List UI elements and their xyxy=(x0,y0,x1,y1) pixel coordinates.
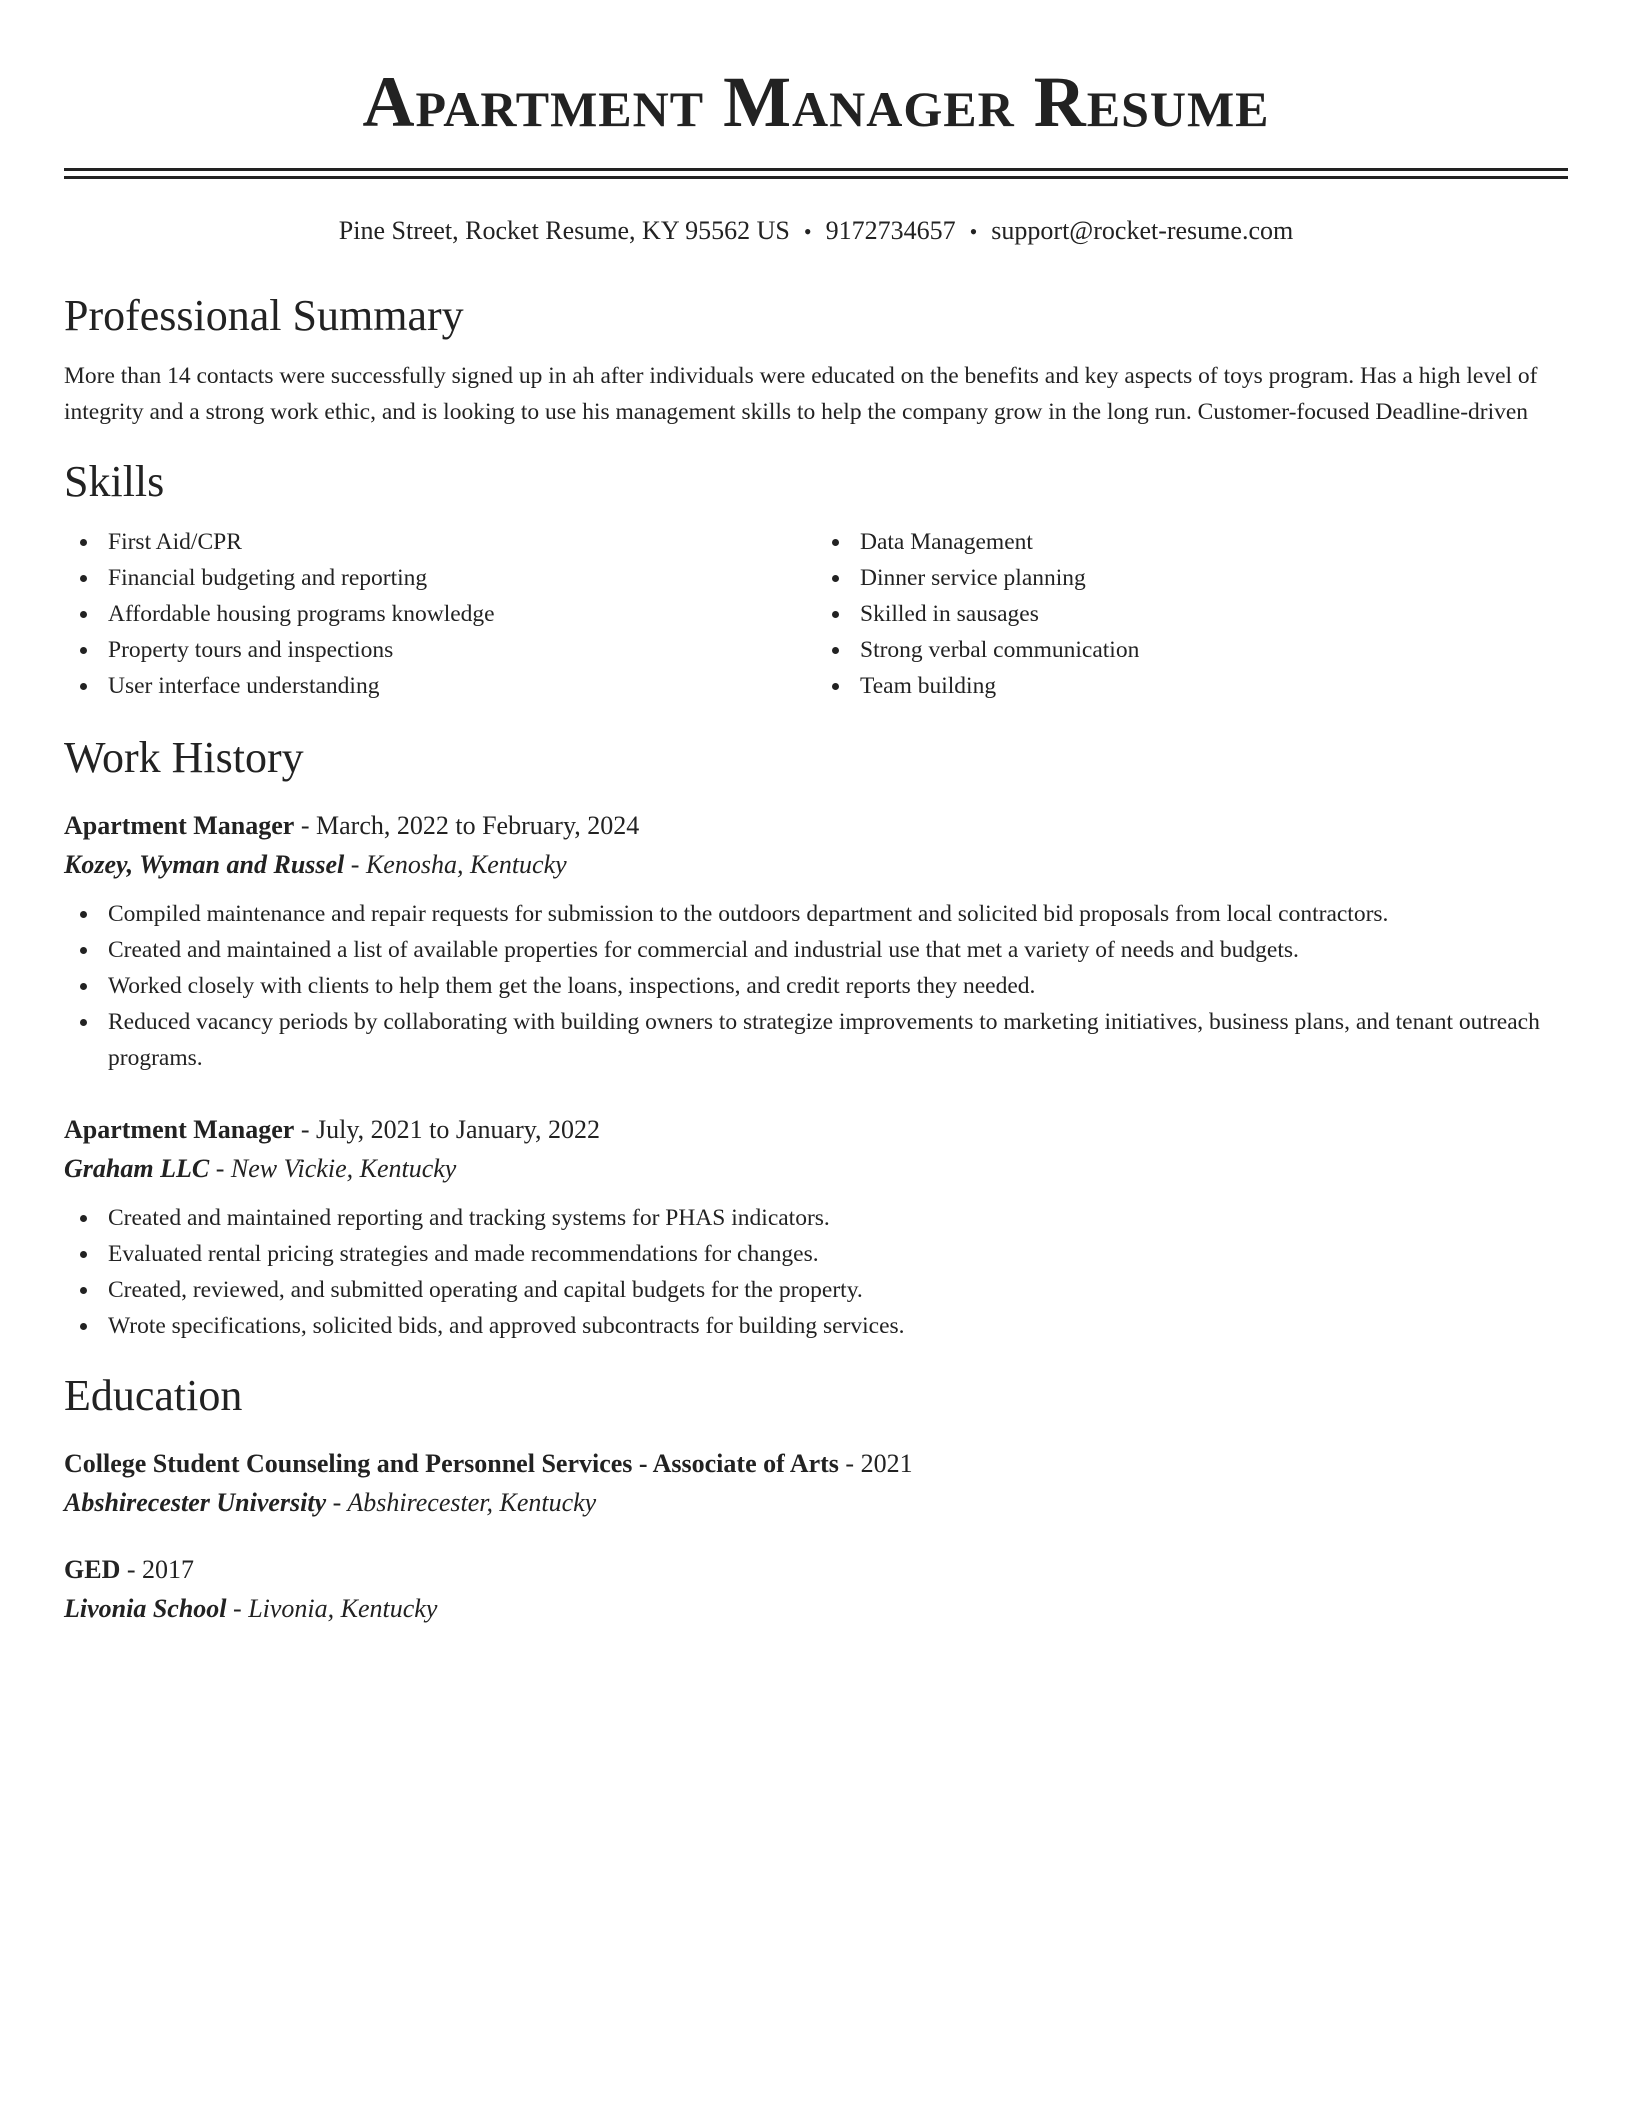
contact-line xyxy=(64,215,1568,248)
bullet-icon xyxy=(80,539,87,546)
bullet-icon xyxy=(80,983,87,990)
bullet-icon xyxy=(80,683,87,690)
skill-label: First Aid/CPR xyxy=(108,529,242,555)
contact-separator: • xyxy=(803,219,812,244)
skill-item xyxy=(64,560,816,596)
summary-text: More than 14 contacts were successfully signed up in ah after individuals were educated on the benefits and key aspects of toys program. Has a high level of integrity and a strong work ethic, and is looking to use his management skills to help the company grow in the long run. Customer-focused Deadline-driven xyxy=(64,363,1538,425)
bullet-icon xyxy=(80,1215,87,1222)
skill-item xyxy=(816,632,1568,668)
skill-item xyxy=(816,668,1568,704)
skill-label: Dinner service planning xyxy=(860,565,1086,591)
degree-line xyxy=(64,1550,1568,1590)
job-dash: - xyxy=(294,1115,317,1144)
job-duty-text: Created and maintained a list of available properties for commercial and industrial use that met a variety of needs and budgets. xyxy=(108,937,1299,963)
education-heading: Education xyxy=(64,1371,243,1420)
skill-label: User interface understanding xyxy=(108,673,380,699)
job-dash: - xyxy=(294,811,317,840)
job-duty xyxy=(64,932,1568,968)
job-title-line xyxy=(64,806,1568,846)
bullet-icon xyxy=(832,575,839,582)
job-duty-text: Compiled maintenance and repair requests for submission to the outdoors department and solicited bid proposals from local contractors. xyxy=(108,901,1389,927)
resume-title: Apartment Manager Resume xyxy=(362,62,1270,142)
skill-item xyxy=(816,596,1568,632)
employer-location: Kenosha, Kentucky xyxy=(365,850,567,879)
bullet-icon xyxy=(80,1287,87,1294)
contact-email: support@rocket-resume.com xyxy=(991,216,1294,245)
job-duty xyxy=(64,1200,1568,1236)
bullet-icon xyxy=(80,1019,87,1026)
skill-label: Team building xyxy=(860,673,997,699)
school-line xyxy=(64,1484,1568,1522)
skill-label: Skilled in sausages xyxy=(860,601,1039,627)
education-entry xyxy=(64,1444,1568,1522)
skills-column-left xyxy=(64,524,816,704)
skills-list-right xyxy=(816,524,1568,704)
job-entry xyxy=(64,1110,1568,1344)
degree-name: GED xyxy=(64,1555,121,1584)
bullet-icon xyxy=(80,1323,87,1330)
school-name: Livonia School xyxy=(64,1594,227,1623)
skills-grid xyxy=(64,524,1568,704)
skill-item xyxy=(64,632,816,668)
employer-name: Graham LLC xyxy=(64,1154,210,1183)
skill-item xyxy=(64,668,816,704)
school-location: Livonia, Kentucky xyxy=(248,1594,438,1623)
job-entry xyxy=(64,806,1568,1076)
bullet-icon xyxy=(832,611,839,618)
bullet-icon xyxy=(832,683,839,690)
job-duty xyxy=(64,968,1568,1004)
employer-line xyxy=(64,1150,1568,1188)
bullet-icon xyxy=(832,647,839,654)
job-title: Apartment Manager xyxy=(64,811,295,840)
contact-address: Pine Street, Rocket Resume, KY 95562 US xyxy=(338,216,790,245)
education-entry xyxy=(64,1550,1568,1628)
school-dash: - xyxy=(226,1594,249,1623)
school-line xyxy=(64,1590,1568,1628)
skill-label: Data Management xyxy=(860,529,1033,555)
degree-year: 2017 xyxy=(142,1555,195,1584)
degree-line xyxy=(64,1444,1568,1484)
skill-label: Affordable housing programs knowledge xyxy=(108,601,495,627)
job-dates: March, 2022 to February, 2024 xyxy=(316,811,640,840)
skill-item xyxy=(64,524,816,560)
bullet-icon xyxy=(80,1251,87,1258)
job-title-line xyxy=(64,1110,1568,1150)
skills-list-left xyxy=(64,524,816,704)
degree-dash: - xyxy=(120,1555,143,1584)
title-double-rule xyxy=(64,168,1568,179)
school-location: Abshirecester, Kentucky xyxy=(347,1488,597,1517)
skill-label: Strong verbal communication xyxy=(860,637,1140,663)
work-history-heading: Work History xyxy=(64,733,304,782)
skill-label: Property tours and inspections xyxy=(108,637,394,663)
job-duty-text: Worked closely with clients to help them get the loans, inspections, and credit reports they needed. xyxy=(108,973,1036,999)
job-duty xyxy=(64,1272,1568,1308)
job-dates: July, 2021 to January, 2022 xyxy=(316,1115,601,1144)
skill-item xyxy=(816,524,1568,560)
bullet-icon xyxy=(80,611,87,618)
job-duty-text: Wrote specifications, solicited bids, and approved subcontracts for building services. xyxy=(108,1313,905,1339)
job-duties-list xyxy=(64,1200,1568,1344)
bullet-icon xyxy=(80,947,87,954)
job-duty-text: Reduced vacancy periods by collaborating with building owners to strategize improvements to marketing initiatives, business plans, and tenant outreach programs. xyxy=(108,1009,1540,1071)
skill-label: Financial budgeting and reporting xyxy=(108,565,428,591)
employer-line xyxy=(64,846,1568,884)
degree-dash: - xyxy=(838,1449,861,1478)
degree-year: 2021 xyxy=(860,1449,913,1478)
job-duty xyxy=(64,896,1568,932)
job-duty-text: Evaluated rental pricing strategies and made recommendations for changes. xyxy=(108,1241,819,1267)
job-duty-text: Created and maintained reporting and tracking systems for PHAS indicators. xyxy=(108,1205,830,1231)
skills-column-right xyxy=(816,524,1568,704)
job-duty xyxy=(64,1236,1568,1272)
employer-name: Kozey, Wyman and Russel xyxy=(64,850,345,879)
bullet-icon xyxy=(80,575,87,582)
employer-location: New Vickie, Kentucky xyxy=(230,1154,457,1183)
school-dash: - xyxy=(326,1488,348,1517)
skill-item xyxy=(816,560,1568,596)
employer-dash: - xyxy=(209,1154,231,1183)
job-duty xyxy=(64,1004,1568,1076)
bullet-icon xyxy=(80,647,87,654)
contact-phone: 9172734657 xyxy=(825,216,956,245)
job-duty-text: Created, reviewed, and submitted operating and capital budgets for the property. xyxy=(108,1277,863,1303)
skill-item xyxy=(64,596,816,632)
job-title: Apartment Manager xyxy=(64,1115,295,1144)
employer-dash: - xyxy=(344,850,366,879)
summary-heading: Professional Summary xyxy=(64,291,464,340)
job-duty xyxy=(64,1308,1568,1344)
degree-name: College Student Counseling and Personnel Services - Associate of Arts xyxy=(64,1449,839,1478)
contact-separator: • xyxy=(969,219,978,244)
skills-heading: Skills xyxy=(64,457,165,506)
school-name: Abshirecester University xyxy=(64,1488,327,1517)
bullet-icon xyxy=(832,539,839,546)
job-duties-list xyxy=(64,896,1568,1076)
bullet-icon xyxy=(80,911,87,918)
